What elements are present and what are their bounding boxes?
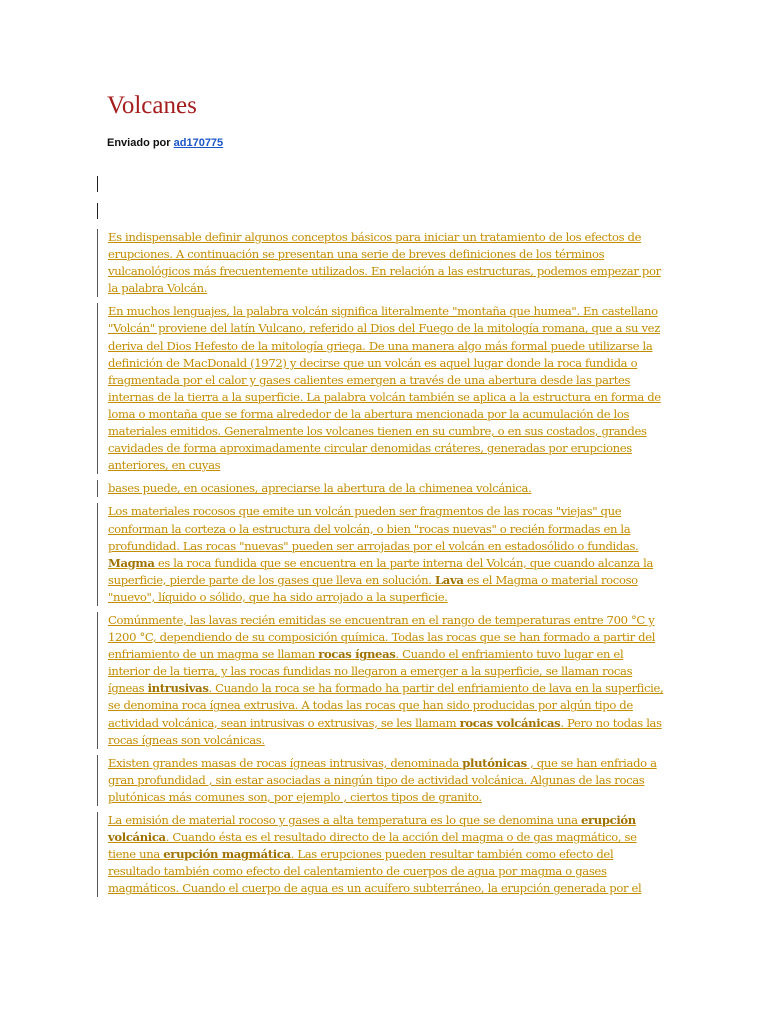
- paragraph-text: . Las erupciones pueden resultar también como efecto del resultado también como efecto del calentamiento de cuerpos de agua por magma o gases magmáticos. Cuando el cuerpo de agua es un acuífero subterráneo, la erupción generada por el: [108, 847, 642, 896]
- paragraph-text: En muchos lenguajes, la palabra volcán significa literalmente "montaña que humea". En castellano "Volcán" proviene del latín Vulcano, referido al Dios del Fuego de la mitología romana, que a su vez deriva del Dios Hefesto de la mitología griega. De una manera algo más formal puede utilizarse la definición de MacDonald (1972) y decirse que un volcán es aquel lugar donde la roca fundida o fragmentada por el calor y gases calientes emergen a través de una abertura desde las partes internas de la tierra a la superficie. La palabra volcán también se aplica a la estructura en forma de loma o montaña que se forma alrededor de la abertura mencionada por la acumulación de los materiales emitidos. Generalmente los volcanes tienen en su cumbre, o en sus costados, grandes cavidades de forma aproximadamente circular denomidas cráteres, generadas por erupciones anteriores, en cuyas: [108, 304, 661, 473]
- paragraph-text: Existen grandes masas de rocas ígneas intrusivas, denominada: [108, 755, 463, 770]
- text-cursor: [97, 203, 98, 219]
- paragraph-text: . Cuando la roca se ha formado ha partir del enfriamiento de lava en la superficie, se denomina roca ígnea extrusiva. A todas las rocas que han sido producidas por algún tipo de actividad volcánica, sean intrusivas o extrusivas, se les llamam: [108, 681, 664, 730]
- bold-term-wrapper: [163, 847, 290, 861]
- paragraph-text: . Cuando ésta es el resultado directo de la acción del magma o de gas magmático, se tiene una: [108, 830, 637, 862]
- paragraph-text: Comúnmente, las lavas recién emitidas se encuentran en el rango de temperaturas entre 700 °C y 1200 °C, dependiendo de su composición química. Todas las rocas que se han formado a partir del enfriamiento de un magma se llaman: [108, 612, 656, 662]
- byline: [107, 137, 223, 149]
- paragraph-text: . Cuando el enfriamiento tuvo lugar en el interior de la tierra, y las rocas fundidas no llegaron a emerger a la superficie, se llaman rocas ígneas: [108, 647, 633, 696]
- bold-term-wrapper: [460, 716, 561, 730]
- paragraph-text: . Pero no todas las rocas ígneas son volcánicas.: [108, 715, 662, 747]
- article-paragraph: [97, 480, 667, 497]
- paragraph-text: es la roca fundida que se encuentra en la parte interna del Volcán, que cuando alcanza la superficie, pierde parte de los gases que lleva en solución.: [108, 555, 654, 587]
- bold-term: Magma: [108, 555, 155, 570]
- article-paragraph: [97, 229, 667, 297]
- bold-term-wrapper: [108, 556, 154, 570]
- paragraph-text: es el Magma o material rocoso "nuevo", líquido o sólido, que ha sido arrojado a la superficie.: [108, 572, 638, 604]
- paragraph-text: La emisión de material rocoso y gases a alta temperatura es lo que se denomina una: [108, 813, 581, 827]
- paragraph-text: Los materiales rocosos que emite un volcán pueden ser fragmentos de las rocas "viejas" que conforman la corteza o la estructura del volcán, o bien "rocas nuevas" o recién formadas en la profundidad. Las rocas "nuevas" pueden ser arrojadas por el volcán en estadosólido o fundidas.: [108, 504, 639, 553]
- article-paragraph: [97, 612, 667, 749]
- article-paragraph: [97, 812, 667, 897]
- bold-term-wrapper: [148, 681, 209, 695]
- paragraph-text: Es indispensable definir algunos conceptos básicos para iniciar un tratamiento de los efectos de erupciones. A continuación se presentan una serie de breves definiciones de los términos vulcanológicos más frecuentemente utilizados. En relación a las estructuras, podemos empezar por la palabra Volcán.: [108, 230, 661, 296]
- bold-term: intrusivas: [147, 681, 209, 696]
- bold-term-wrapper: [462, 756, 526, 770]
- article-paragraph: [97, 503, 667, 606]
- bold-term-wrapper: [318, 647, 395, 661]
- byline-prefix: Enviado por: [107, 137, 171, 149]
- article-paragraph: [97, 303, 667, 474]
- bold-term: plutónicas: [462, 755, 527, 770]
- bold-term: rocas volcánicas: [459, 715, 561, 730]
- bold-term: erupción volcánica: [108, 813, 636, 845]
- bold-term: erupción magmática: [163, 847, 291, 862]
- author-link[interactable]: ad170775: [173, 137, 224, 149]
- article-body: [97, 229, 667, 903]
- paragraph-text: bases puede, en ocasiones, apreciarse la abertura de la chimenea volcánica.: [108, 481, 532, 496]
- bold-term: rocas ígneas: [318, 647, 396, 662]
- text-cursor: [97, 176, 98, 192]
- bold-term: Lava: [434, 572, 464, 587]
- bold-term-wrapper: [435, 573, 464, 587]
- paragraph-text: , que se han enfriado a gran profundidad , sin estar asociadas a ningún tipo de actividad volcánica. Algunas de las rocas plutónicas más comunes son, por ejemplo , ciertos tipos de granito.: [108, 755, 657, 804]
- article-paragraph: [97, 755, 667, 806]
- page-title: Volcanes: [107, 92, 197, 119]
